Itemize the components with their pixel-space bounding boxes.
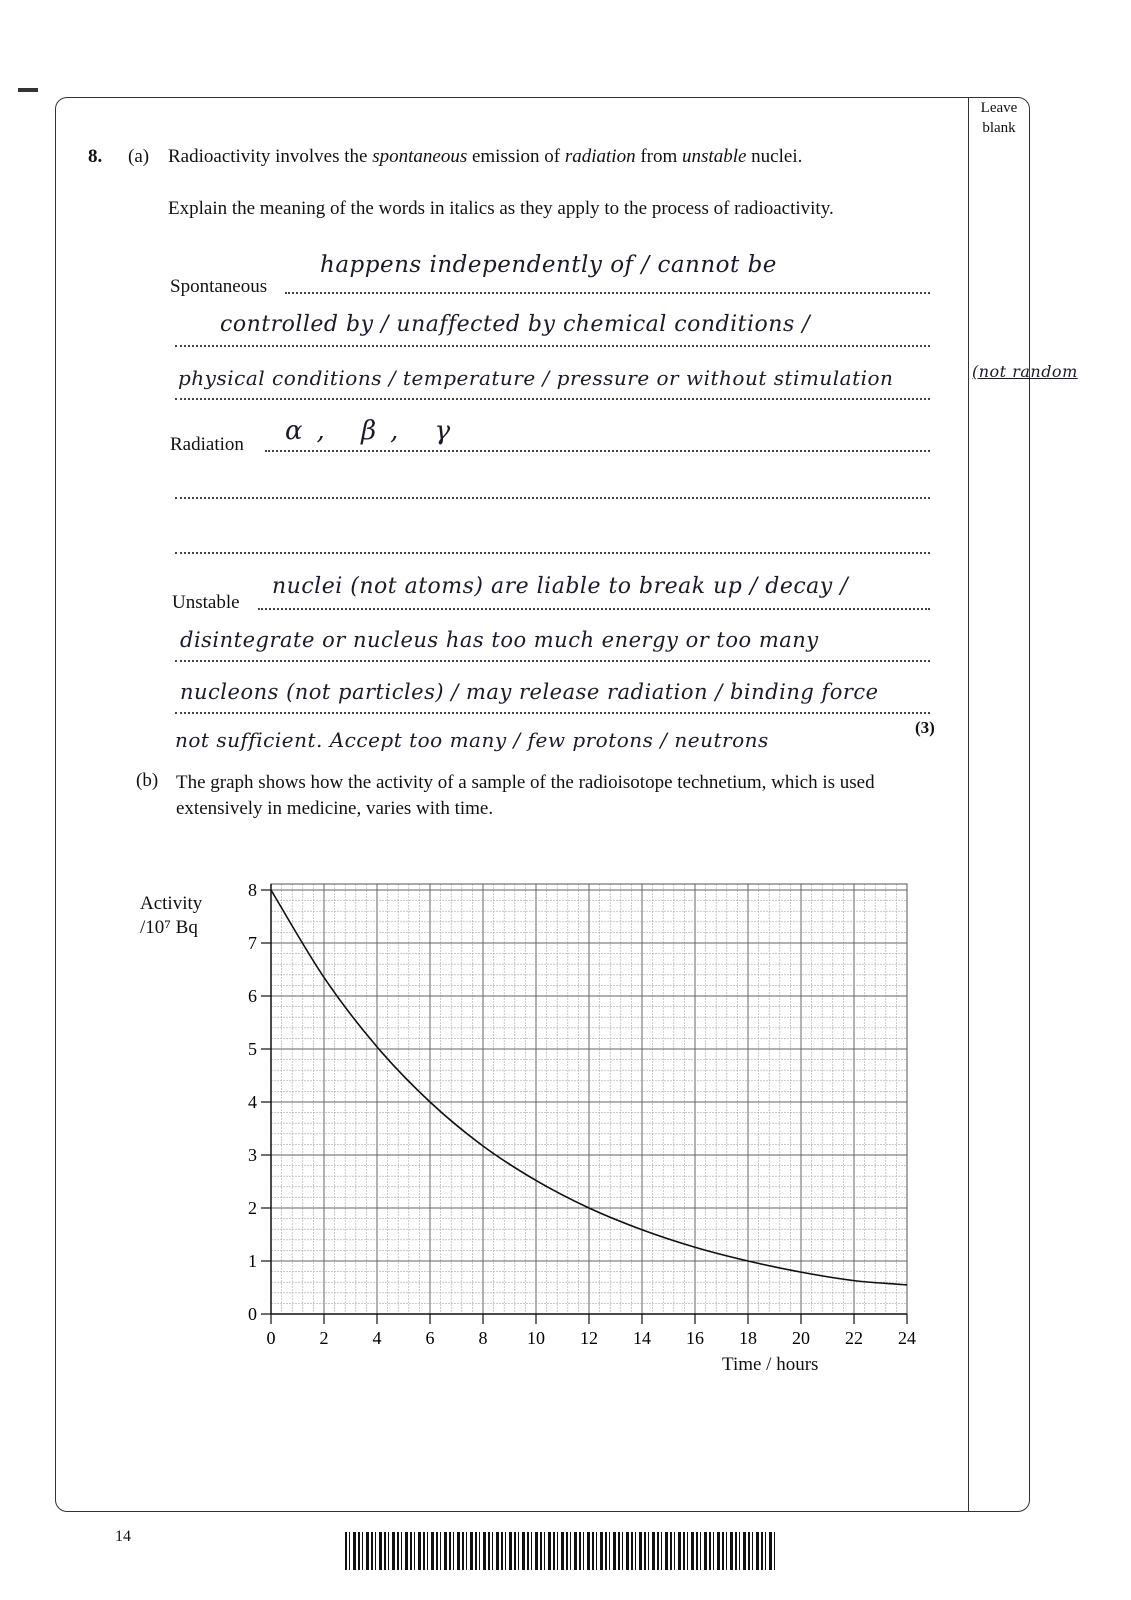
handwritten-answer: disintegrate or nucleus has too much energy or too many <box>180 628 819 652</box>
x-tick-label: 4 <box>372 1328 382 1348</box>
y-axis-label-line: /10⁷ Bq <box>140 917 198 938</box>
x-tick-label: 16 <box>686 1328 704 1348</box>
handwritten-answer: physical conditions / temperature / pressure or without stimulation <box>178 366 894 390</box>
part-b-text: The graph shows how the activity of a sample of the radioisotope technetium, which is used extensively in medicine, varies with time. <box>176 772 875 819</box>
page-number: 14 <box>115 1528 131 1545</box>
unstable-label: Unstable <box>172 592 240 613</box>
x-tick-label: 6 <box>425 1328 435 1348</box>
y-tick-label: 8 <box>248 880 257 900</box>
handwritten-answer: happens independently of / cannot be <box>320 252 777 278</box>
x-tick-label: 22 <box>845 1328 863 1348</box>
part-a-instruction: Explain the meaning of the words in italics as they apply to the process of radioactivity. <box>168 198 834 219</box>
spontaneous-label: Spontaneous <box>170 276 268 297</box>
y-tick-label: 6 <box>248 986 257 1006</box>
part-a-label: (a) <box>128 146 150 167</box>
margin-note: (not random <box>972 362 1078 381</box>
x-tick-label: 18 <box>739 1328 757 1348</box>
y-tick-label: 2 <box>248 1198 257 1218</box>
x-tick-label: 0 <box>266 1328 276 1348</box>
y-tick-label: 4 <box>248 1092 257 1112</box>
part-a-statement: Radioactivity involves the spontaneous emission of radiation from unstable nuclei. <box>168 146 803 167</box>
x-tick-label: 10 <box>527 1328 545 1348</box>
x-tick-label: 24 <box>898 1328 916 1348</box>
handwritten-answer: nuclei (not atoms) are liable to break up / decay / <box>272 574 849 599</box>
x-tick-label: 14 <box>633 1328 651 1348</box>
radiation-label: Radiation <box>170 434 244 455</box>
handwritten-answer: α, β, γ <box>285 416 465 446</box>
y-tick-label: 5 <box>248 1039 257 1059</box>
leave-blank-label: Leave blank <box>980 100 1018 136</box>
y-tick-label: 1 <box>248 1251 257 1271</box>
question-number: 8. <box>88 146 103 167</box>
y-tick-label: 3 <box>248 1145 257 1165</box>
handwritten-answer: nucleons (not particles) / may release radiation / binding force <box>180 680 879 704</box>
barcode <box>345 1532 775 1570</box>
y-axis-label-line: Activity <box>140 893 203 914</box>
part-b-label: (b) <box>136 770 159 791</box>
marks: (3) <box>915 718 935 737</box>
x-tick-label: 12 <box>580 1328 598 1348</box>
y-tick-label: 0 <box>248 1304 257 1324</box>
x-tick-label: 2 <box>319 1328 329 1348</box>
x-tick-label: 20 <box>792 1328 810 1348</box>
handwritten-answer: not sufficient. Accept too many / few protons / neutrons <box>175 728 769 752</box>
x-axis-label: Time / hours <box>722 1354 819 1375</box>
y-tick-label: 7 <box>248 933 257 953</box>
x-tick-label: 8 <box>478 1328 488 1348</box>
handwritten-answer: controlled by / unaffected by chemical conditions / <box>220 312 811 337</box>
